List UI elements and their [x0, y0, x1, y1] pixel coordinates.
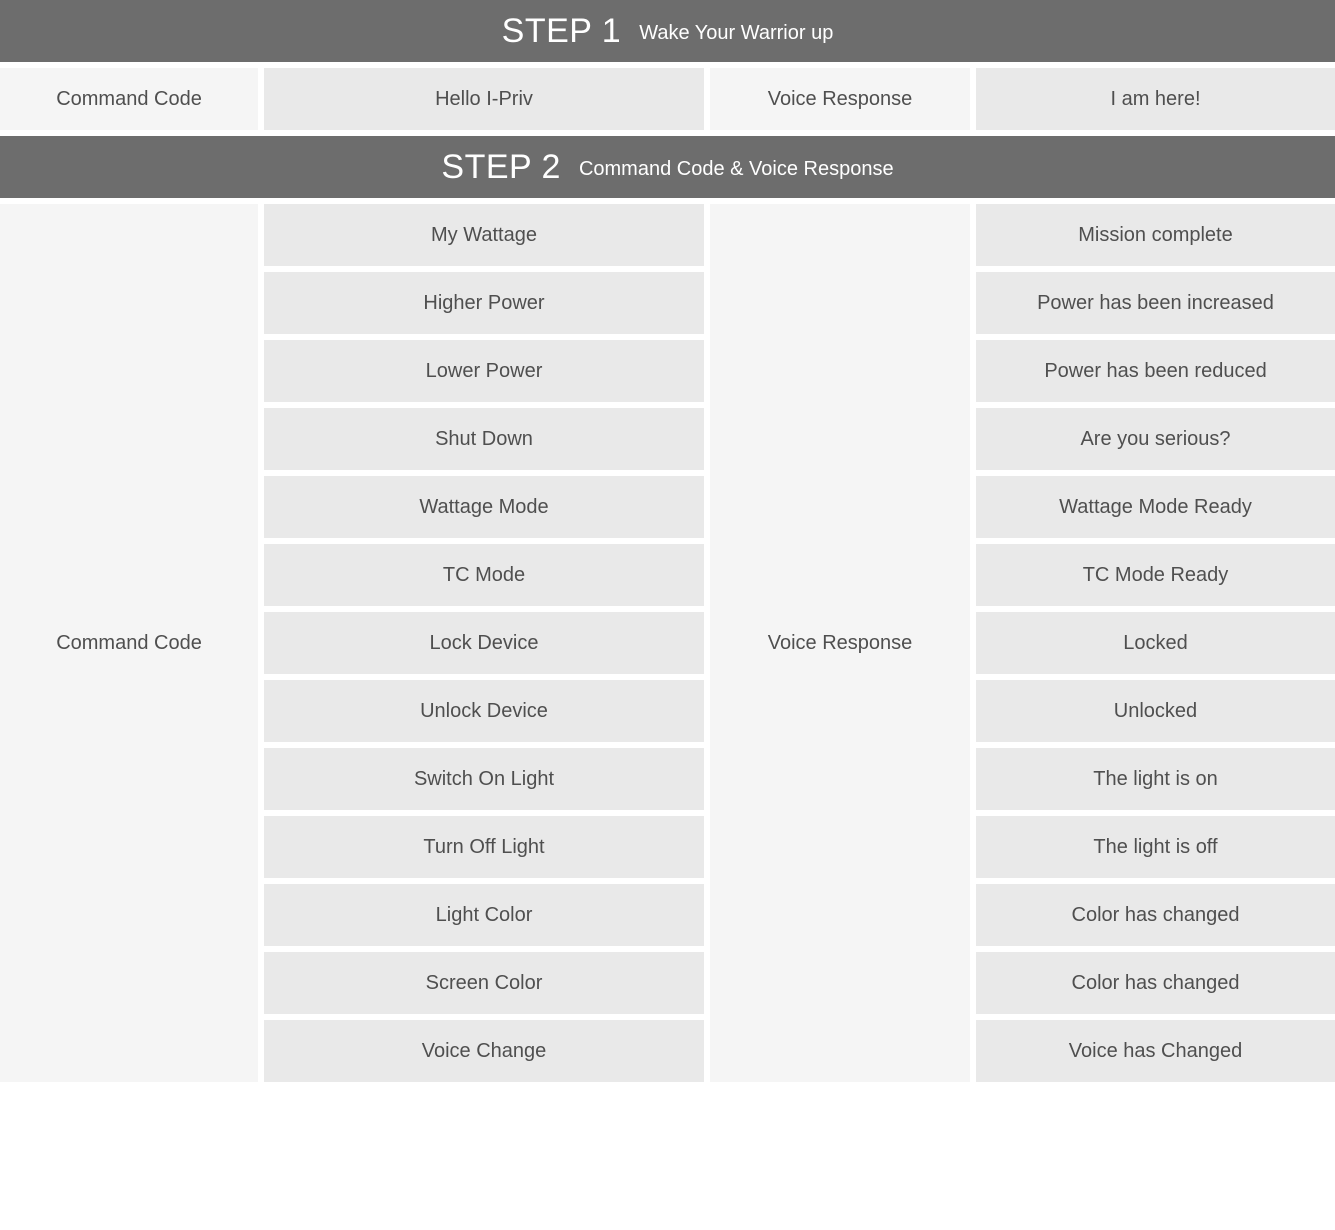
command-code-column [264, 204, 704, 1082]
step-2-header [0, 136, 1335, 198]
command-code-item: Lower Power [264, 340, 704, 402]
step-2-grid [0, 204, 1335, 1082]
voice-response-item: Mission complete [976, 204, 1335, 266]
step-2-title: STEP 2 [441, 148, 561, 186]
step-1-row [0, 68, 1335, 130]
command-code-item: Voice Change [264, 1020, 704, 1082]
command-code-item: Higher Power [264, 272, 704, 334]
step-1-voice-response-value: I am here! [976, 68, 1335, 130]
step-2-voice-response-label: Voice Response [710, 204, 970, 1082]
voice-response-item: Unlocked [976, 680, 1335, 742]
step-1-voice-response-label: Voice Response [710, 68, 970, 130]
step-1-command-code-value: Hello I-Priv [264, 68, 704, 130]
voice-response-item: The light is on [976, 748, 1335, 810]
command-code-item: Shut Down [264, 408, 704, 470]
voice-response-item: TC Mode Ready [976, 544, 1335, 606]
command-code-item: Unlock Device [264, 680, 704, 742]
voice-response-item: Power has been increased [976, 272, 1335, 334]
command-code-item: Switch On Light [264, 748, 704, 810]
command-code-item: TC Mode [264, 544, 704, 606]
step-2-command-code-label: Command Code [0, 204, 258, 1082]
voice-response-item: Color has changed [976, 884, 1335, 946]
voice-response-item: Are you serious? [976, 408, 1335, 470]
step-1-command-code-label: Command Code [0, 68, 258, 130]
voice-response-item: Color has changed [976, 952, 1335, 1014]
voice-response-item: Voice has Changed [976, 1020, 1335, 1082]
command-code-item: Lock Device [264, 612, 704, 674]
command-code-item: Light Color [264, 884, 704, 946]
command-code-item: My Wattage [264, 204, 704, 266]
voice-response-item: Wattage Mode Ready [976, 476, 1335, 538]
command-code-item: Screen Color [264, 952, 704, 1014]
command-code-item: Turn Off Light [264, 816, 704, 878]
step-1-subtitle: Wake Your Warrior up [639, 22, 834, 44]
voice-response-item: The light is off [976, 816, 1335, 878]
step-1-title: STEP 1 [501, 12, 622, 50]
voice-response-item: Locked [976, 612, 1335, 674]
step-1-header [0, 0, 1335, 62]
voice-response-column [976, 204, 1335, 1082]
command-code-item: Wattage Mode [264, 476, 704, 538]
step-2-subtitle: Command Code & Voice Response [578, 158, 894, 180]
voice-response-item: Power has been reduced [976, 340, 1335, 402]
